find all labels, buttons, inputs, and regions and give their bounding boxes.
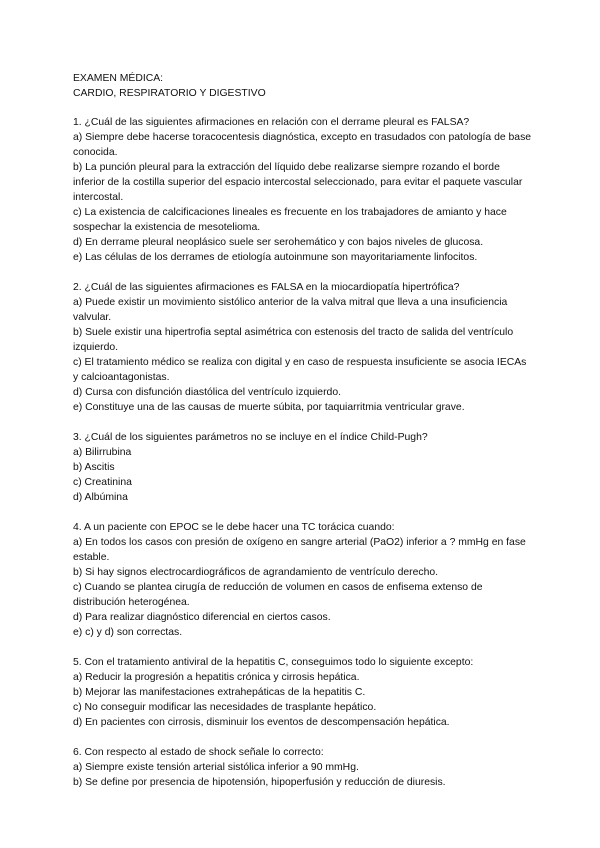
question-4-option-c: c) Cuando se plantea cirugía de reducción de volumen en casos de enfisema extenso de distribución heterogénea. [73, 582, 483, 608]
question-4-option-e: e) c) y d) son correctas. [73, 627, 183, 638]
question-5-option-a: a) Reducir la progresión a hepatitis crónica y cirrosis hepática. [73, 672, 360, 683]
question-4-option-a: a) En todos los casos con presión de oxígeno en sangre arterial (PaO2) inferior a ? mmHg en fase estable. [73, 537, 526, 563]
question-1-text: 1. ¿Cuál de las siguientes afirmaciones en relación con el derrame pleural es FALSA? [73, 117, 470, 128]
question-3-option-b: b) Ascitis [73, 462, 115, 473]
question-3-text: 3. ¿Cuál de los siguientes parámetros no se incluye en el índice Child-Pugh? [73, 432, 428, 443]
question-1-option-d: d) En derrame pleural neoplásico suele ser serohemático y con bajos niveles de glucosa. [73, 237, 484, 248]
question-5-text: 5. Con el tratamiento antiviral de la hepatitis C, conseguimos todo lo siguiente excepto: [73, 657, 474, 668]
question-6 [73, 745, 533, 790]
question-1 [73, 115, 533, 265]
question-3-option-c: c) Creatinina [73, 477, 132, 488]
question-4-option-b: b) Si hay signos electrocardiográficos de agrandamiento de ventrículo derecho. [73, 567, 439, 578]
exam-page [73, 71, 533, 805]
question-2-text: 2. ¿Cuál de las siguientes afirmaciones es FALSA en la miocardiopatía hipertrófica? [73, 282, 460, 293]
question-4 [73, 520, 533, 640]
question-6-option-a: a) Siempre existe tensión arterial sistólica inferior a 90 mmHg. [73, 762, 359, 773]
question-2-option-d: d) Cursa con disfunción diastólica del ventrículo izquierdo. [73, 387, 341, 398]
question-3-option-d: d) Albúmina [73, 492, 128, 503]
question-1-option-a: a) Siempre debe hacerse toracocentesis diagnóstica, excepto en trasudados con patología de base conocida. [73, 132, 532, 158]
question-1-option-e: e) Las células de los derrames de etiología autoinmune son mayoritariamente linfocitos. [73, 252, 478, 263]
question-2-option-e: e) Constituye una de las causas de muerte súbita, por taquiarritmia ventricular grave. [73, 402, 465, 413]
question-5-option-b: b) Mejorar las manifestaciones extrahepáticas de la hepatitis C. [73, 687, 366, 698]
question-3-option-a: a) Bilirrubina [73, 447, 132, 458]
question-1-option-b: b) La punción pleural para la extracción del líquido debe realizarse siempre rozando el borde inferior de la costilla superior del espacio intercostal seleccionado, para evitar el paquete vascular intercostal. [73, 162, 523, 203]
question-2 [73, 280, 533, 415]
question-5-option-d: d) En pacientes con cirrosis, disminuir los eventos de descompensación hepática. [73, 717, 450, 728]
question-4-text: 4. A un paciente con EPOC se le debe hacer una TC torácica cuando: [73, 522, 395, 533]
question-2-option-a: a) Puede existir un movimiento sistólico anterior de la valva mitral que lleva a una insuficiencia valvular. [73, 297, 508, 323]
exam-title [73, 71, 533, 101]
question-1-option-c: c) La existencia de calcificaciones lineales es frecuente en los trabajadores de amianto y hace sospechar la existencia de mesotelioma. [73, 207, 507, 233]
question-6-text: 6. Con respecto al estado de shock señale lo correcto: [73, 747, 324, 758]
question-5-option-c: c) No conseguir modificar las necesidades de trasplante hepático. [73, 702, 377, 713]
question-2-option-b: b) Suele existir una hipertrofia septal asimétrica con estenosis del tracto de salida del ventrículo izquierdo. [73, 327, 514, 353]
question-2-option-c: c) El tratamiento médico se realiza con digital y en caso de respuesta insuficiente se asocia IECAs y calcioantagonistas. [73, 357, 527, 383]
question-5 [73, 655, 533, 730]
question-3 [73, 430, 533, 505]
question-6-option-b: b) Se define por presencia de hipotensión, hipoperfusión y reducción de diuresis. [73, 777, 446, 788]
question-4-option-d: d) Para realizar diagnóstico diferencial en ciertos casos. [73, 612, 331, 623]
exam-title-line-2: CARDIO, RESPIRATORIO Y DIGESTIVO [73, 88, 266, 99]
exam-title-line-1: EXAMEN MÉDICA: [73, 73, 164, 84]
